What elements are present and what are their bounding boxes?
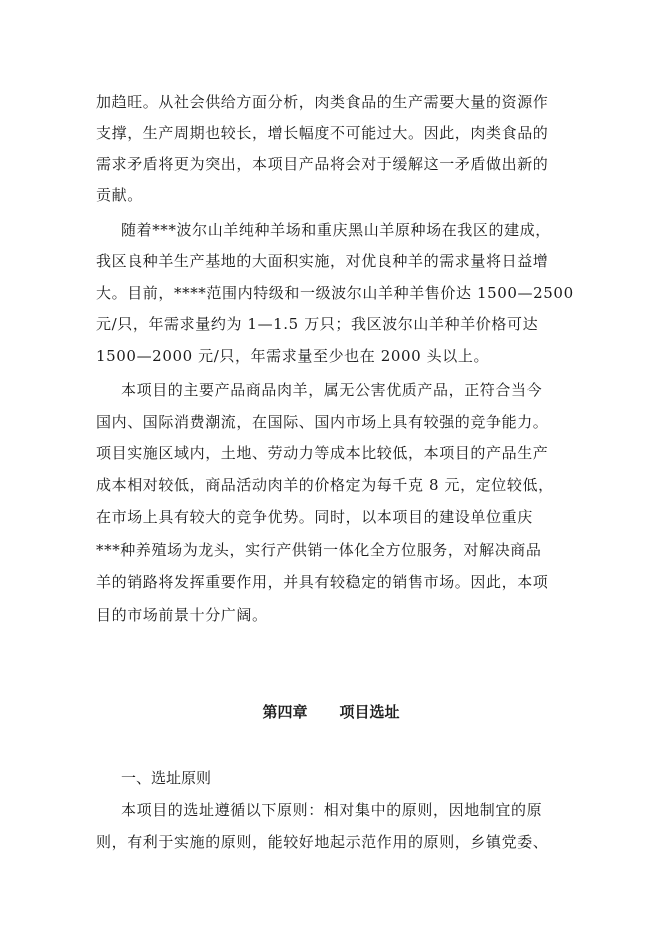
paragraph4-line-2: 则，有利于实施的原则，能较好地起示范作用的原则，乡镇党委、 — [96, 833, 549, 851]
paragraph3-line-3: 项目实施区域内，土地、劳动力等成本比较低，本项目的产品生产 — [96, 444, 549, 462]
paragraph3-line-8: 目的市场前景十分广阔。 — [96, 606, 268, 624]
paragraph2-line-3: 大。目前，****范围内特级和一级波尔山羊种羊售价达 1500—2500 — [96, 284, 574, 302]
paragraph2-line-2: 我区良种羊生产基地的大面积实施，对优良种羊的需求量将日益增 — [96, 252, 549, 270]
paragraph3-line-1: 本项目的主要产品商品肉羊，属无公害优质产品，正符合当今 — [121, 381, 543, 399]
paragraph3-line-6: ***种养殖场为龙头，实行产供销一体化全方位服务，对解决商品 — [96, 541, 542, 559]
paragraph3-line-2: 国内、国际消费潮流，在国际、国内市场上具有较强的竞争能力。 — [96, 413, 549, 431]
chapter-heading — [0, 702, 662, 722]
chapter-number: 第四章 — [262, 703, 308, 721]
paragraph3-line-4: 成本相对较低，商品活动肉羊的价格定为每千克 8 元，定位较低， — [96, 476, 554, 494]
paragraph2-line-4: 元/只，年需求量约为 1—1.5 万只；我区波尔山羊种羊价格可达 — [96, 315, 539, 333]
paragraph3-line-5: 在市场上具有较大的竞争优势。同时，以本项目的建设单位重庆 — [96, 508, 533, 526]
section-heading: 一、选址原则 — [121, 769, 212, 787]
chapter-title: 项目选址 — [339, 703, 400, 721]
paragraph1-line-2: 支撑，生产周期也较长，增长幅度不可能过大。因此，肉类食品的 — [96, 124, 549, 142]
paragraph4-line-1: 本项目的选址遵循以下原则：相对集中的原则，因地制宜的原 — [121, 801, 543, 819]
paragraph1-line-1: 加趋旺。从社会供给方面分析，肉类食品的生产需要大量的资源作 — [96, 93, 549, 111]
paragraph2-line-5: 1500—2000 元/只，年需求量至少也在 2000 头以上。 — [96, 347, 490, 365]
paragraph1-line-4: 贡献。 — [96, 186, 143, 204]
paragraph2-line-1: 随着***波尔山羊纯种羊场和重庆黑山羊原种场在我区的建成， — [121, 221, 551, 239]
paragraph3-line-7: 羊的销路将发挥重要作用，并具有较稳定的销售市场。因此，本项 — [96, 573, 549, 591]
paragraph1-line-3: 需求矛盾将更为突出，本项目产品将会对于缓解这一矛盾做出新的 — [96, 155, 549, 173]
